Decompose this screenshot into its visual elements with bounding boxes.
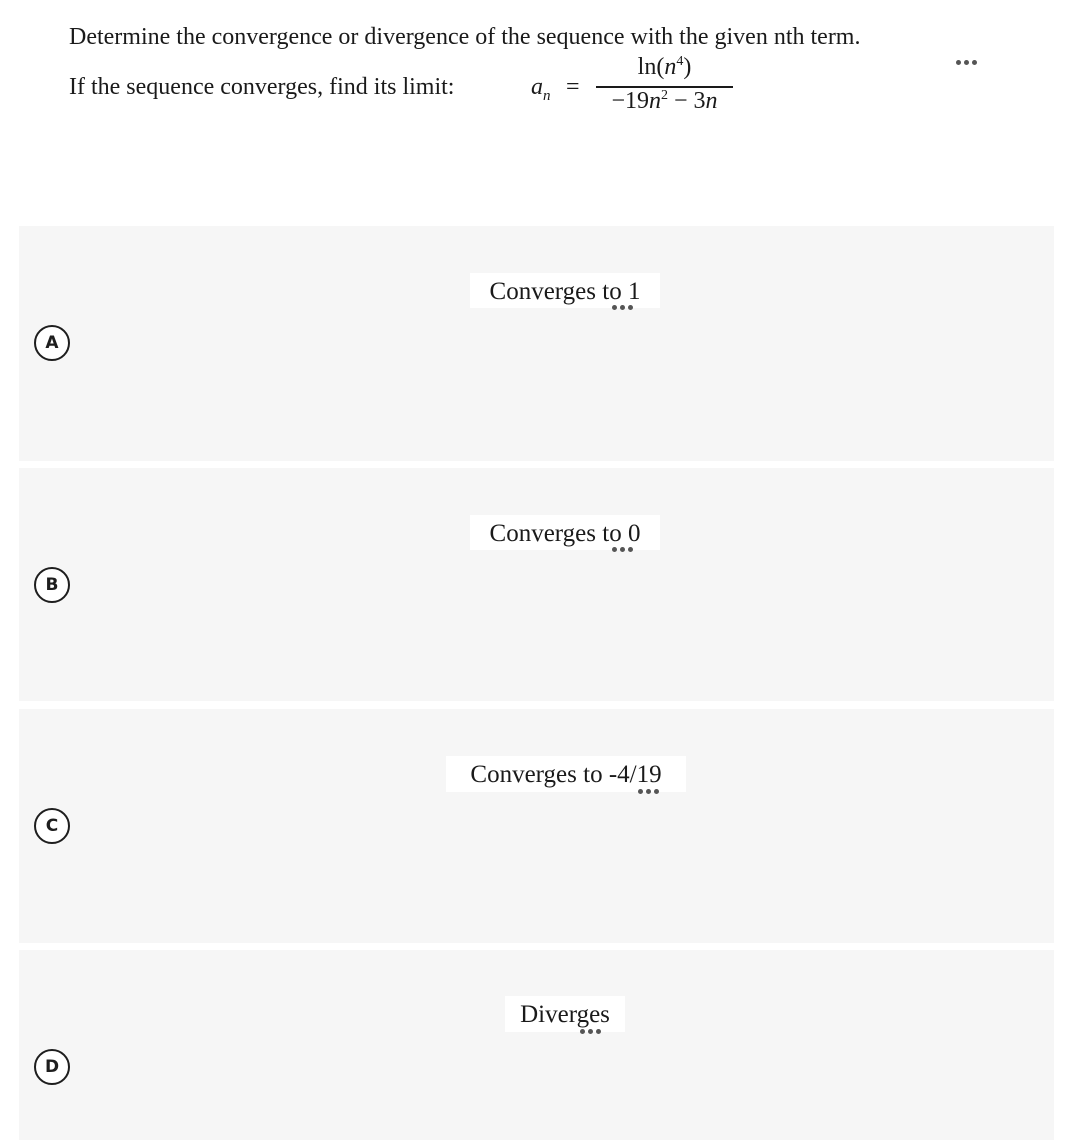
option-b[interactable] [19,468,1054,701]
sequence-term: $a_n$ [531,74,551,104]
option-b-text: Converges to 0 [470,515,660,550]
option-letter-c: C [34,808,70,844]
option-a[interactable] [19,226,1054,461]
option-c[interactable] [19,709,1054,943]
more-horizontal-icon[interactable] [610,545,634,553]
more-horizontal-icon[interactable] [610,303,634,311]
more-horizontal-icon[interactable] [636,787,660,795]
option-c-text: Converges to -4/19 [446,756,686,792]
fraction [596,54,733,118]
equals-sign: = [566,74,580,100]
fraction-numerator: $\ln(n^4)$ [637,54,692,80]
option-letter-a: A [34,325,70,361]
fraction-denominator: $-19n^2 - 3n$ [611,88,718,114]
option-d[interactable] [19,950,1054,1140]
question-line-1: Determine the convergence or divergence of the sequence with the given nth term. [69,24,861,50]
question-text [69,22,1029,122]
more-horizontal-icon[interactable] [578,1027,602,1035]
option-d-text: Diverges [505,996,625,1032]
option-letter-d: D [34,1049,70,1085]
option-letter-b: B [34,567,70,603]
question-line-2: If the sequence converges, find its limit: [69,74,455,100]
option-a-text: Converges to 1 [470,273,660,308]
more-horizontal-icon[interactable] [954,58,978,66]
